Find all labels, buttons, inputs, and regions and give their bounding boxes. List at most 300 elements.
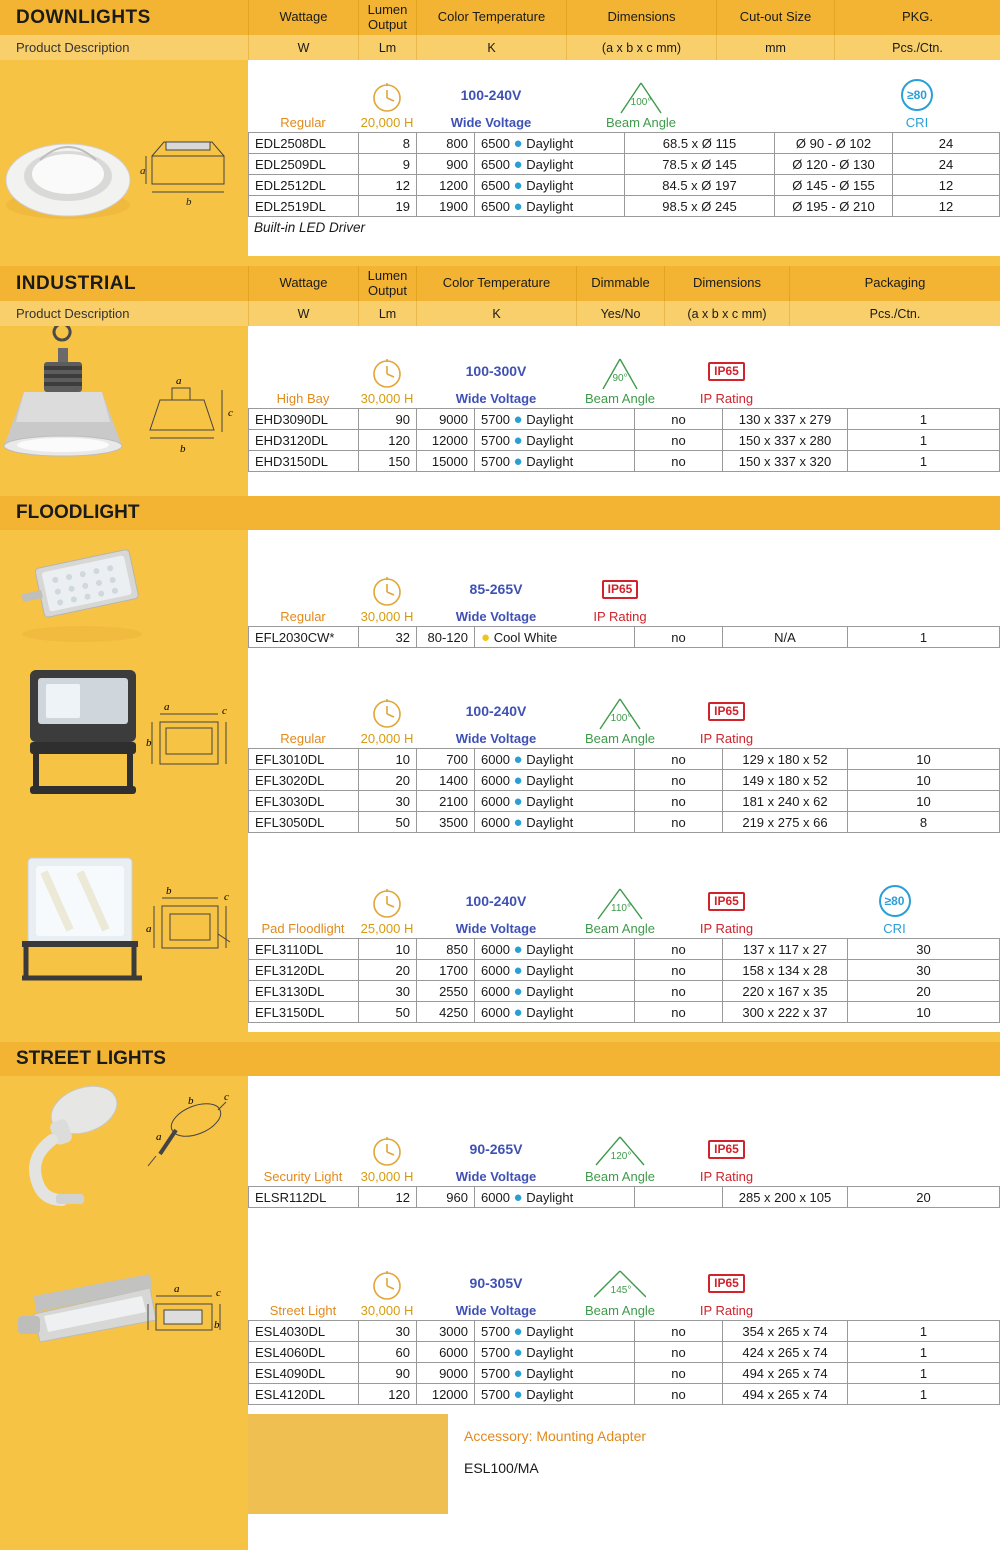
feature-ip-label: IP Rating: [593, 609, 647, 625]
floodlight-feature-row-2: [248, 652, 1000, 748]
feature-spacer-2: [789, 548, 1000, 626]
cct-dot-icon: ●: [513, 813, 523, 831]
cell-dimmable: no: [635, 1002, 723, 1023]
cell-lumen: 15000: [417, 451, 475, 472]
feature-voltage: [416, 856, 576, 938]
street-light-product-image: [0, 1224, 248, 1414]
cct-dot-icon: ●: [513, 431, 523, 449]
table-row: [249, 960, 1000, 981]
section-gap: [0, 256, 1000, 266]
cell-dimensions: 98.5 x Ø 245: [625, 196, 775, 217]
cell-lumen: 1200: [417, 175, 475, 196]
svg-text:b: b: [186, 196, 192, 209]
feature-ip-label: IP Rating: [699, 1303, 754, 1319]
cell-pkg: 24: [893, 154, 1000, 175]
downlights-note: Built-in LED Driver: [254, 220, 366, 236]
table-row: [249, 175, 1000, 196]
table-row: [249, 981, 1000, 1002]
cell-lumen: 1900: [417, 196, 475, 217]
cell-dimensions: 300 x 222 x 37: [723, 1002, 848, 1023]
cell-dimensions: 219 x 275 x 66: [723, 812, 848, 833]
cell-pkg: 24: [893, 133, 1000, 154]
security-light-image-cell: [0, 1076, 248, 1224]
section-gap-2: [0, 1032, 1000, 1042]
cell-dimmable: no: [635, 960, 723, 981]
cell-code: EHD3150DL: [249, 451, 359, 472]
beam-angle-icon: [594, 691, 646, 731]
cell-packaging: 1: [848, 627, 1000, 648]
cct-dot-icon: ●: [513, 1343, 523, 1361]
feature-voltage-label: Wide Voltage: [455, 391, 537, 407]
street-feature-row-2: [248, 1224, 1000, 1320]
feature-voltage-value: 100-300V: [465, 363, 527, 380]
clock-icon: [369, 75, 405, 115]
cell-cct: Daylight: [526, 1344, 574, 1360]
cell-packaging: 10: [848, 791, 1000, 812]
cell-wattage: 30: [359, 981, 417, 1002]
cell-code: EFL2030CW*: [249, 627, 359, 648]
cell-pkg: 12: [893, 196, 1000, 217]
floodlight-panel-3: [248, 842, 1000, 1032]
cell-dimmable: no: [635, 1384, 723, 1405]
cell-wattage: 12: [359, 1187, 417, 1208]
cell-packaging: 1: [848, 409, 1000, 430]
feature-voltage-value: 85-265V: [469, 581, 523, 598]
feature-voltage: [416, 66, 566, 132]
cell-dimensions: 84.5 x Ø 197: [625, 175, 775, 196]
cell-k: 5700: [481, 1365, 510, 1381]
table-row: [249, 1321, 1000, 1342]
cell-packaging: 10: [848, 1002, 1000, 1023]
bottom-strip: [0, 1514, 1000, 1550]
cell-wattage: 10: [359, 749, 417, 770]
cell-wattage: 20: [359, 960, 417, 981]
feature-type-label: Regular: [280, 609, 326, 625]
table-row: [249, 1363, 1000, 1384]
cell-lumen: 3000: [417, 1321, 475, 1342]
cct-dot-icon: ●: [513, 940, 523, 958]
street-panel-2: [248, 1224, 1000, 1414]
industrial-feature-row: [248, 326, 1000, 408]
feature-ip-label: IP Rating: [699, 1169, 754, 1185]
feature-beam: [566, 66, 716, 132]
downlights-feature-row: [248, 60, 1000, 132]
feature-voltage-label: Wide Voltage: [455, 609, 537, 625]
feature-beam: [576, 336, 664, 408]
feature-type-label: Regular: [280, 731, 326, 747]
svg-text:a: a: [156, 1131, 162, 1144]
feature-type: [248, 336, 358, 408]
unit-dimmable: Yes/No: [576, 301, 664, 326]
cell-cct: Daylight: [526, 1323, 574, 1339]
table-row: [249, 749, 1000, 770]
svg-text:a: a: [174, 1283, 180, 1296]
unit-pkg: Pcs./Ctn.: [834, 35, 1000, 60]
floodlight-spec-table-1: [248, 626, 1000, 648]
cell-wattage: 120: [359, 1384, 417, 1405]
col-header-pkg: PKG.: [834, 0, 1000, 35]
cri-icon: ≥80: [879, 885, 911, 917]
cell-wattage: 50: [359, 812, 417, 833]
accessory-row: [0, 1414, 1000, 1514]
cell-dimensions: 354 x 265 x 74: [723, 1321, 848, 1342]
col-header-lumen-label: Lumen Output: [367, 2, 408, 32]
cell-k: 6000: [481, 772, 510, 788]
clock-icon: [369, 1263, 405, 1303]
feature-voltage-value: 100-240V: [465, 703, 527, 720]
feature-spacer: [789, 1240, 1000, 1320]
cell-dimmable: no: [635, 1321, 723, 1342]
feature-lifetime-value: 25,000 H: [360, 921, 414, 937]
cell-lumen: 4250: [417, 1002, 475, 1023]
cell-cutout: Ø 195 - Ø 210: [775, 196, 893, 217]
cell-lumen: 80-120: [417, 627, 475, 648]
cell-cct: Cool White: [493, 629, 558, 645]
cell-dimensions: 285 x 200 x 105: [723, 1187, 848, 1208]
cell-dimensions: 181 x 240 x 62: [723, 791, 848, 812]
table-row: [249, 1187, 1000, 1208]
feature-voltage-label: Wide Voltage: [450, 115, 532, 131]
feature-cri-label: CRI: [905, 115, 929, 131]
cct-dot-icon: ●: [513, 771, 523, 789]
cct-dot-icon: ●: [513, 410, 523, 428]
floodlight-feature-row-3: [248, 842, 1000, 938]
cell-dimensions: 149 x 180 x 52: [723, 770, 848, 791]
col-header-lumen: [358, 0, 416, 35]
cell-dimensions: 494 x 265 x 74: [723, 1363, 848, 1384]
cct-dot-icon: ●: [513, 1188, 523, 1206]
ip65-icon: IP65: [708, 1140, 745, 1159]
cell-dimensions: 424 x 265 x 74: [723, 1342, 848, 1363]
cct-dot-icon: ●: [513, 452, 523, 470]
cell-cct: Daylight: [526, 411, 574, 427]
cell-dimensions: 220 x 167 x 35: [723, 981, 848, 1002]
cell-wattage: 20: [359, 770, 417, 791]
cell-lumen: 2100: [417, 791, 475, 812]
cell-code: EFL3120DL: [249, 960, 359, 981]
unit-lumen: Lm: [358, 35, 416, 60]
clock-icon: [369, 1129, 405, 1169]
cell-packaging: 20: [848, 1187, 1000, 1208]
feature-type: [248, 1240, 358, 1320]
floodlight-group-1: [0, 530, 1000, 652]
svg-text:c: c: [222, 705, 227, 718]
cell-lumen: 12000: [417, 1384, 475, 1405]
cell-wattage: 19: [359, 196, 417, 217]
floodlight-group-2: [0, 652, 1000, 842]
feature-type-label: High Bay: [276, 391, 330, 407]
downlights-header-band: [0, 0, 1000, 35]
cell-wattage: 12: [359, 175, 417, 196]
col-header-wattage: Wattage: [248, 0, 358, 35]
cell-k: 6000: [481, 1189, 510, 1205]
unit-packaging: Pcs./Ctn.: [789, 301, 1000, 326]
cell-dimmable: no: [635, 791, 723, 812]
feature-beam-label: Beam Angle: [584, 391, 656, 407]
cell-k: 6000: [481, 983, 510, 999]
feature-beam: [576, 1240, 664, 1320]
table-row: [249, 939, 1000, 960]
cell-code: EDL2509DL: [249, 154, 359, 175]
feature-type: [248, 856, 358, 938]
svg-text:145°: 145°: [610, 1285, 632, 1297]
feature-ip: [664, 1240, 789, 1320]
ip65-icon: IP65: [708, 1274, 745, 1293]
cell-dimensions: 68.5 x Ø 115: [625, 133, 775, 154]
unit-dimensions: (a x b x c mm): [664, 301, 789, 326]
feature-voltage-value: 100-240V: [460, 87, 522, 104]
cell-packaging: 1: [848, 1342, 1000, 1363]
floodlight-spec-table-3: [248, 938, 1000, 1023]
svg-text:a: a: [140, 165, 146, 178]
cell-lumen: 9000: [417, 1363, 475, 1384]
cell-code: ELSR112DL: [249, 1187, 359, 1208]
table-row: [249, 1342, 1000, 1363]
industrial-unit-band: [0, 301, 1000, 326]
feature-voltage-label: Wide Voltage: [455, 1303, 537, 1319]
cell-k: 6500: [481, 156, 510, 172]
cell-cct: Daylight: [526, 432, 574, 448]
feature-lifetime: [358, 856, 416, 938]
clock-icon: [369, 351, 405, 391]
table-row: [249, 196, 1000, 217]
cell-code: EHD3090DL: [249, 409, 359, 430]
col-header-dimensions: Dimensions: [566, 0, 716, 35]
cell-k: 5700: [481, 411, 510, 427]
cell-code: EHD3120DL: [249, 430, 359, 451]
table-row: [249, 1002, 1000, 1023]
cell-cct: Daylight: [526, 198, 574, 214]
unit-cct: K: [416, 301, 576, 326]
section-downlights: [0, 0, 1000, 256]
cell-k: 5700: [481, 1323, 510, 1339]
cell-dimmable: no: [635, 1342, 723, 1363]
cell-dimmable: no: [635, 1363, 723, 1384]
svg-text:b: b: [214, 1319, 220, 1332]
cell-k: 5700: [481, 1344, 510, 1360]
cell-dimmable: no: [635, 627, 723, 648]
cct-dot-icon: ●: [481, 628, 491, 646]
cell-code: EFL3150DL: [249, 1002, 359, 1023]
section-title-floodlight: FLOODLIGHT: [0, 496, 1000, 530]
cct-dot-icon: ●: [513, 134, 523, 152]
feature-lifetime-value: 30,000 H: [360, 1303, 414, 1319]
section-title-downlights: DOWNLIGHTS: [0, 0, 248, 35]
bottom-right: [248, 1514, 1000, 1550]
bottom-left: [0, 1514, 248, 1550]
svg-text:a: a: [176, 375, 182, 388]
cell-packaging: 1: [848, 451, 1000, 472]
svg-text:b: b: [188, 1095, 194, 1108]
pad-floodlight-product-image: [0, 842, 248, 1032]
cell-cct: Daylight: [526, 772, 574, 788]
cell-packaging: 30: [848, 960, 1000, 981]
table-row: [249, 791, 1000, 812]
cell-k: 6500: [481, 177, 510, 193]
svg-text:110°: 110°: [611, 903, 631, 915]
cell-code: EFL3130DL: [249, 981, 359, 1002]
ip65-icon: IP65: [708, 892, 745, 911]
cell-dimensions: 78.5 x Ø 145: [625, 154, 775, 175]
feature-type: [248, 548, 358, 626]
svg-text:b: b: [146, 737, 152, 750]
section-floodlight: [0, 496, 1000, 1032]
accessory-title: Accessory: Mounting Adapter: [464, 1428, 647, 1445]
table-row: [249, 154, 1000, 175]
cell-dimensions: 130 x 337 x 279: [723, 409, 848, 430]
cell-lumen: 6000: [417, 1342, 475, 1363]
table-row: [249, 133, 1000, 154]
feature-beam: [576, 856, 664, 938]
feature-lifetime: [358, 336, 416, 408]
feature-lifetime: [358, 548, 416, 626]
feature-beam-label: Beam Angle: [605, 115, 677, 131]
feature-ip-label: IP Rating: [699, 731, 754, 747]
security-light-product-image: [0, 1076, 248, 1224]
svg-text:c: c: [228, 407, 233, 420]
cct-dot-icon: ●: [513, 982, 523, 1000]
industrial-header-band: [0, 266, 1000, 301]
cell-lumen: 9000: [417, 409, 475, 430]
cct-dot-icon: ●: [513, 961, 523, 979]
downlights-body: [0, 60, 1000, 256]
unit-cct: K: [416, 35, 566, 60]
unit-dimensions: (a x b x c mm): [566, 35, 716, 60]
floodlight-spec-table-2: [248, 748, 1000, 833]
feature-voltage: [416, 1104, 576, 1186]
feature-type-label: Security Light: [263, 1169, 343, 1185]
cell-lumen: 3500: [417, 812, 475, 833]
cell-code: EDL2512DL: [249, 175, 359, 196]
cell-k: 6000: [481, 814, 510, 830]
feature-type-label: Street Light: [269, 1303, 337, 1319]
cell-dimmable: no: [635, 451, 723, 472]
cell-wattage: 10: [359, 939, 417, 960]
feature-spacer: [664, 548, 789, 626]
highbay-image-cell: [0, 326, 248, 496]
cell-code: EFL3010DL: [249, 749, 359, 770]
svg-text:a: a: [146, 923, 152, 936]
svg-text:b: b: [166, 885, 172, 898]
cell-k: 6000: [481, 1004, 510, 1020]
cell-dimensions: 494 x 265 x 74: [723, 1384, 848, 1405]
cell-packaging: 1: [848, 430, 1000, 451]
cell-wattage: 8: [359, 133, 417, 154]
accessory-image-cell: [0, 1414, 248, 1514]
cell-code: ESL4030DL: [249, 1321, 359, 1342]
feature-lifetime-value: 20,000 H: [360, 115, 414, 131]
cell-wattage: 30: [359, 791, 417, 812]
feature-ip-label: IP Rating: [699, 921, 754, 937]
cell-code: EFL3050DL: [249, 812, 359, 833]
cell-packaging: 1: [848, 1321, 1000, 1342]
feature-voltage-label: Wide Voltage: [455, 921, 537, 937]
feature-voltage-value: 90-265V: [469, 1141, 523, 1158]
feature-lifetime-value: 30,000 H: [360, 391, 414, 407]
cell-packaging: 1: [848, 1384, 1000, 1405]
floodlight-group-3: [0, 842, 1000, 1032]
cell-wattage: 60: [359, 1342, 417, 1363]
cell-cct: Daylight: [526, 177, 574, 193]
cell-cct: Daylight: [526, 1004, 574, 1020]
feature-ip: [664, 666, 789, 748]
section-title-street: STREET LIGHTS: [0, 1042, 1000, 1076]
feature-lifetime: [358, 1104, 416, 1186]
cell-pkg: 12: [893, 175, 1000, 196]
cct-dot-icon: ●: [513, 1364, 523, 1382]
unit-cutout: mm: [716, 35, 834, 60]
cct-dot-icon: ●: [513, 1003, 523, 1021]
cell-k: 6500: [481, 135, 510, 151]
cct-dot-icon: ●: [513, 1322, 523, 1340]
svg-text:100°: 100°: [630, 97, 652, 109]
street-feature-row-1: [248, 1076, 1000, 1186]
cell-code: ESL4120DL: [249, 1384, 359, 1405]
svg-text:b: b: [180, 443, 186, 456]
cct-dot-icon: ●: [513, 1385, 523, 1403]
feature-voltage-value: 90-305V: [469, 1275, 523, 1292]
col-header-cct: Color Temperature: [416, 266, 576, 301]
floodlight-panel-2: [248, 652, 1000, 842]
cell-k: 6000: [481, 962, 510, 978]
cell-lumen: 1400: [417, 770, 475, 791]
cell-wattage: 32: [359, 627, 417, 648]
pad-floodlight-image-cell: [0, 842, 248, 1032]
cell-wattage: 150: [359, 451, 417, 472]
cell-k: 6000: [481, 941, 510, 957]
feature-voltage-label: Wide Voltage: [455, 731, 537, 747]
table-row: [249, 770, 1000, 791]
cell-dimensions: 137 x 117 x 27: [723, 939, 848, 960]
cell-dimensions: 158 x 134 x 28: [723, 960, 848, 981]
feature-ip: [664, 336, 789, 408]
feature-cri-label: CRI: [883, 921, 906, 937]
cell-cct: Daylight: [526, 1386, 574, 1402]
svg-text:c: c: [224, 891, 229, 904]
section-title-industrial: INDUSTRIAL: [0, 266, 248, 301]
cell-lumen: 960: [417, 1187, 475, 1208]
table-row: [249, 409, 1000, 430]
cell-packaging: 8: [848, 812, 1000, 833]
col-header-dimmable: Dimmable: [576, 266, 664, 301]
feature-lifetime: [358, 666, 416, 748]
cell-cct: Daylight: [526, 962, 574, 978]
cell-lumen: 700: [417, 749, 475, 770]
feature-type: [248, 66, 358, 132]
feature-ip: [576, 548, 664, 626]
svg-text:c: c: [216, 1287, 221, 1300]
floodlight2-product-image: [0, 652, 248, 842]
cell-dimmable: no: [635, 749, 723, 770]
feature-beam-label: Beam Angle: [584, 921, 656, 937]
cell-wattage: 50: [359, 1002, 417, 1023]
feature-spacer: [716, 66, 834, 132]
accessory-code: ESL100/MA: [464, 1460, 539, 1477]
feature-type-label: Pad Floodlight: [261, 921, 345, 937]
feature-voltage-value: 100-240V: [465, 893, 527, 910]
cell-cct: Daylight: [526, 983, 574, 999]
ip65-icon: IP65: [602, 580, 639, 599]
col-header-cutout: Cut-out Size: [716, 0, 834, 35]
cell-dimmable: no: [635, 812, 723, 833]
cell-dimmable: no: [635, 981, 723, 1002]
street-spec-table-2: [248, 1320, 1000, 1405]
beam-angle-icon: [594, 1263, 646, 1303]
feature-lifetime-value: 30,000 H: [360, 1169, 414, 1185]
table-row: [249, 451, 1000, 472]
feature-beam-label: Beam Angle: [584, 1303, 656, 1319]
svg-text:c: c: [224, 1091, 229, 1104]
